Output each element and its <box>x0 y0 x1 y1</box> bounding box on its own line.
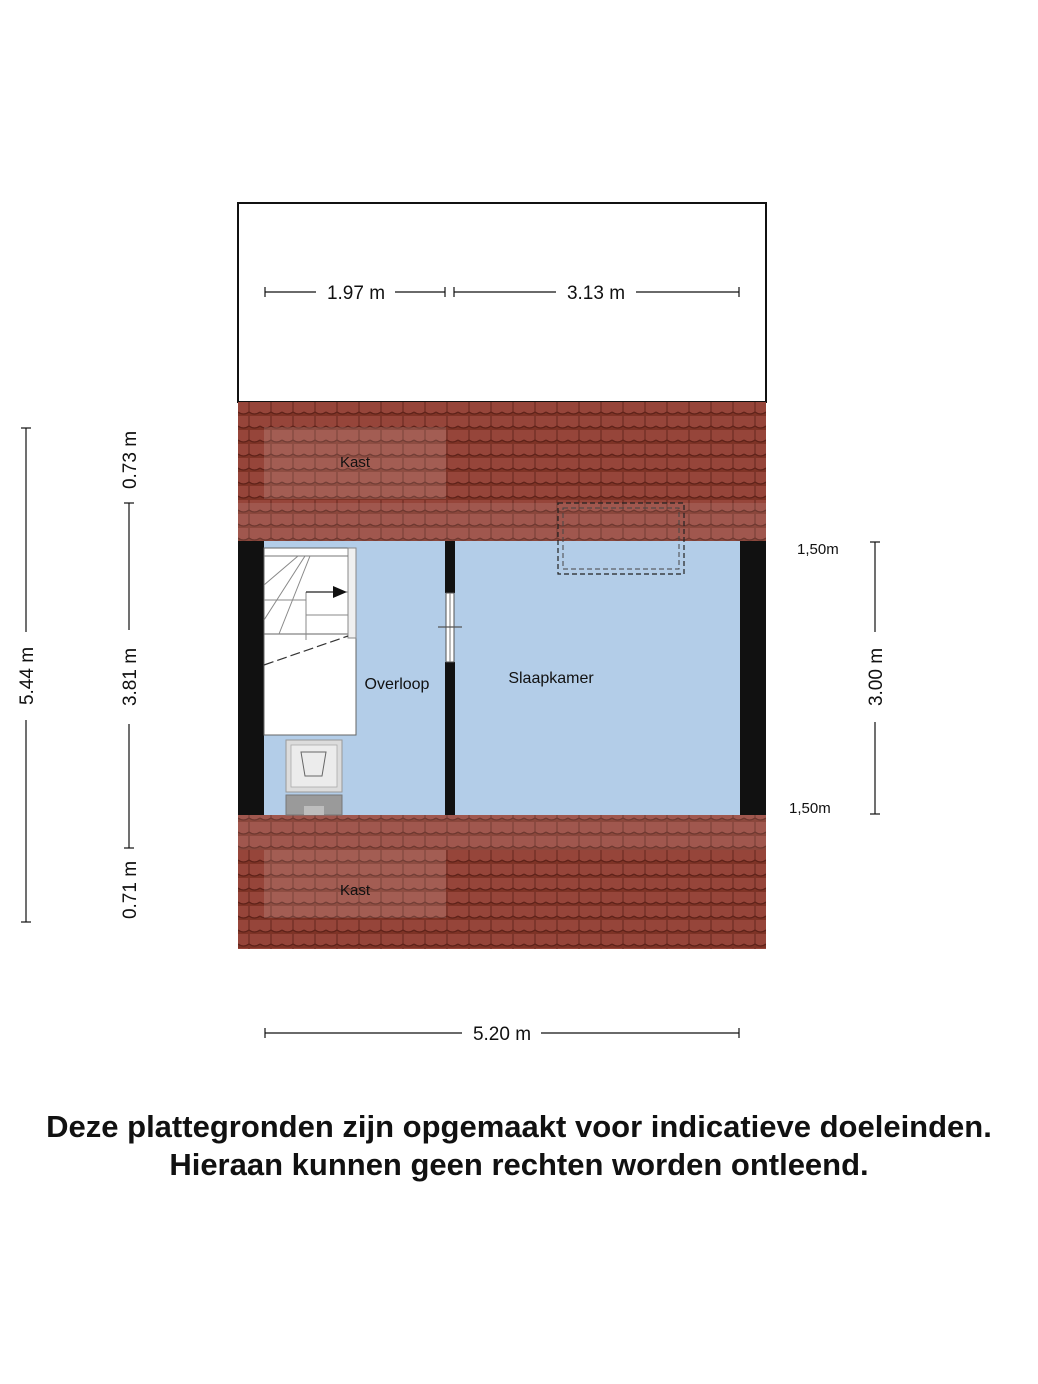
dimension-left-middle-label: 3.81 m <box>120 647 141 707</box>
height-label-top: 1,50m <box>797 541 839 558</box>
roof-slope-band-bottom <box>238 814 766 850</box>
upper-area-outline <box>238 203 766 402</box>
dryer-icon <box>286 795 342 815</box>
room-label-kast-bottom: Kast <box>339 882 371 899</box>
dimension-top-right: 3.13 m <box>566 283 626 304</box>
dimension-left-bottom-label: 0.71 m <box>120 860 141 920</box>
dimension-bottom-label: 5.20 m <box>472 1024 532 1045</box>
disclaimer-line-2: Hieraan kunnen geen rechten worden ontleend. <box>169 1147 869 1182</box>
wall-right <box>740 541 766 815</box>
room-label-overloop: Overloop <box>364 676 430 693</box>
staircase <box>264 548 356 735</box>
washing-machine-icon <box>286 740 342 792</box>
room-label-slaapkamer: Slaapkamer <box>508 670 594 687</box>
room-label-kast-top: Kast <box>339 454 371 471</box>
wall-left <box>238 541 264 815</box>
dimension-right-label: 3.00 m <box>866 647 887 707</box>
dimension-left-total-label: 5.44 m <box>17 646 38 706</box>
height-label-bottom: 1,50m <box>789 800 831 817</box>
wall-partition-lower <box>445 662 455 815</box>
wall-partition-upper <box>445 541 455 593</box>
disclaimer <box>0 1108 1038 1184</box>
dimension-left-top-label: 0.73 m <box>120 430 141 490</box>
roof-slope-band-top <box>238 503 766 541</box>
dimension-top-left: 1.97 m <box>326 283 386 304</box>
disclaimer-line-1: Deze plattegronden zijn opgemaakt voor indicatieve doeleinden. <box>46 1109 992 1144</box>
